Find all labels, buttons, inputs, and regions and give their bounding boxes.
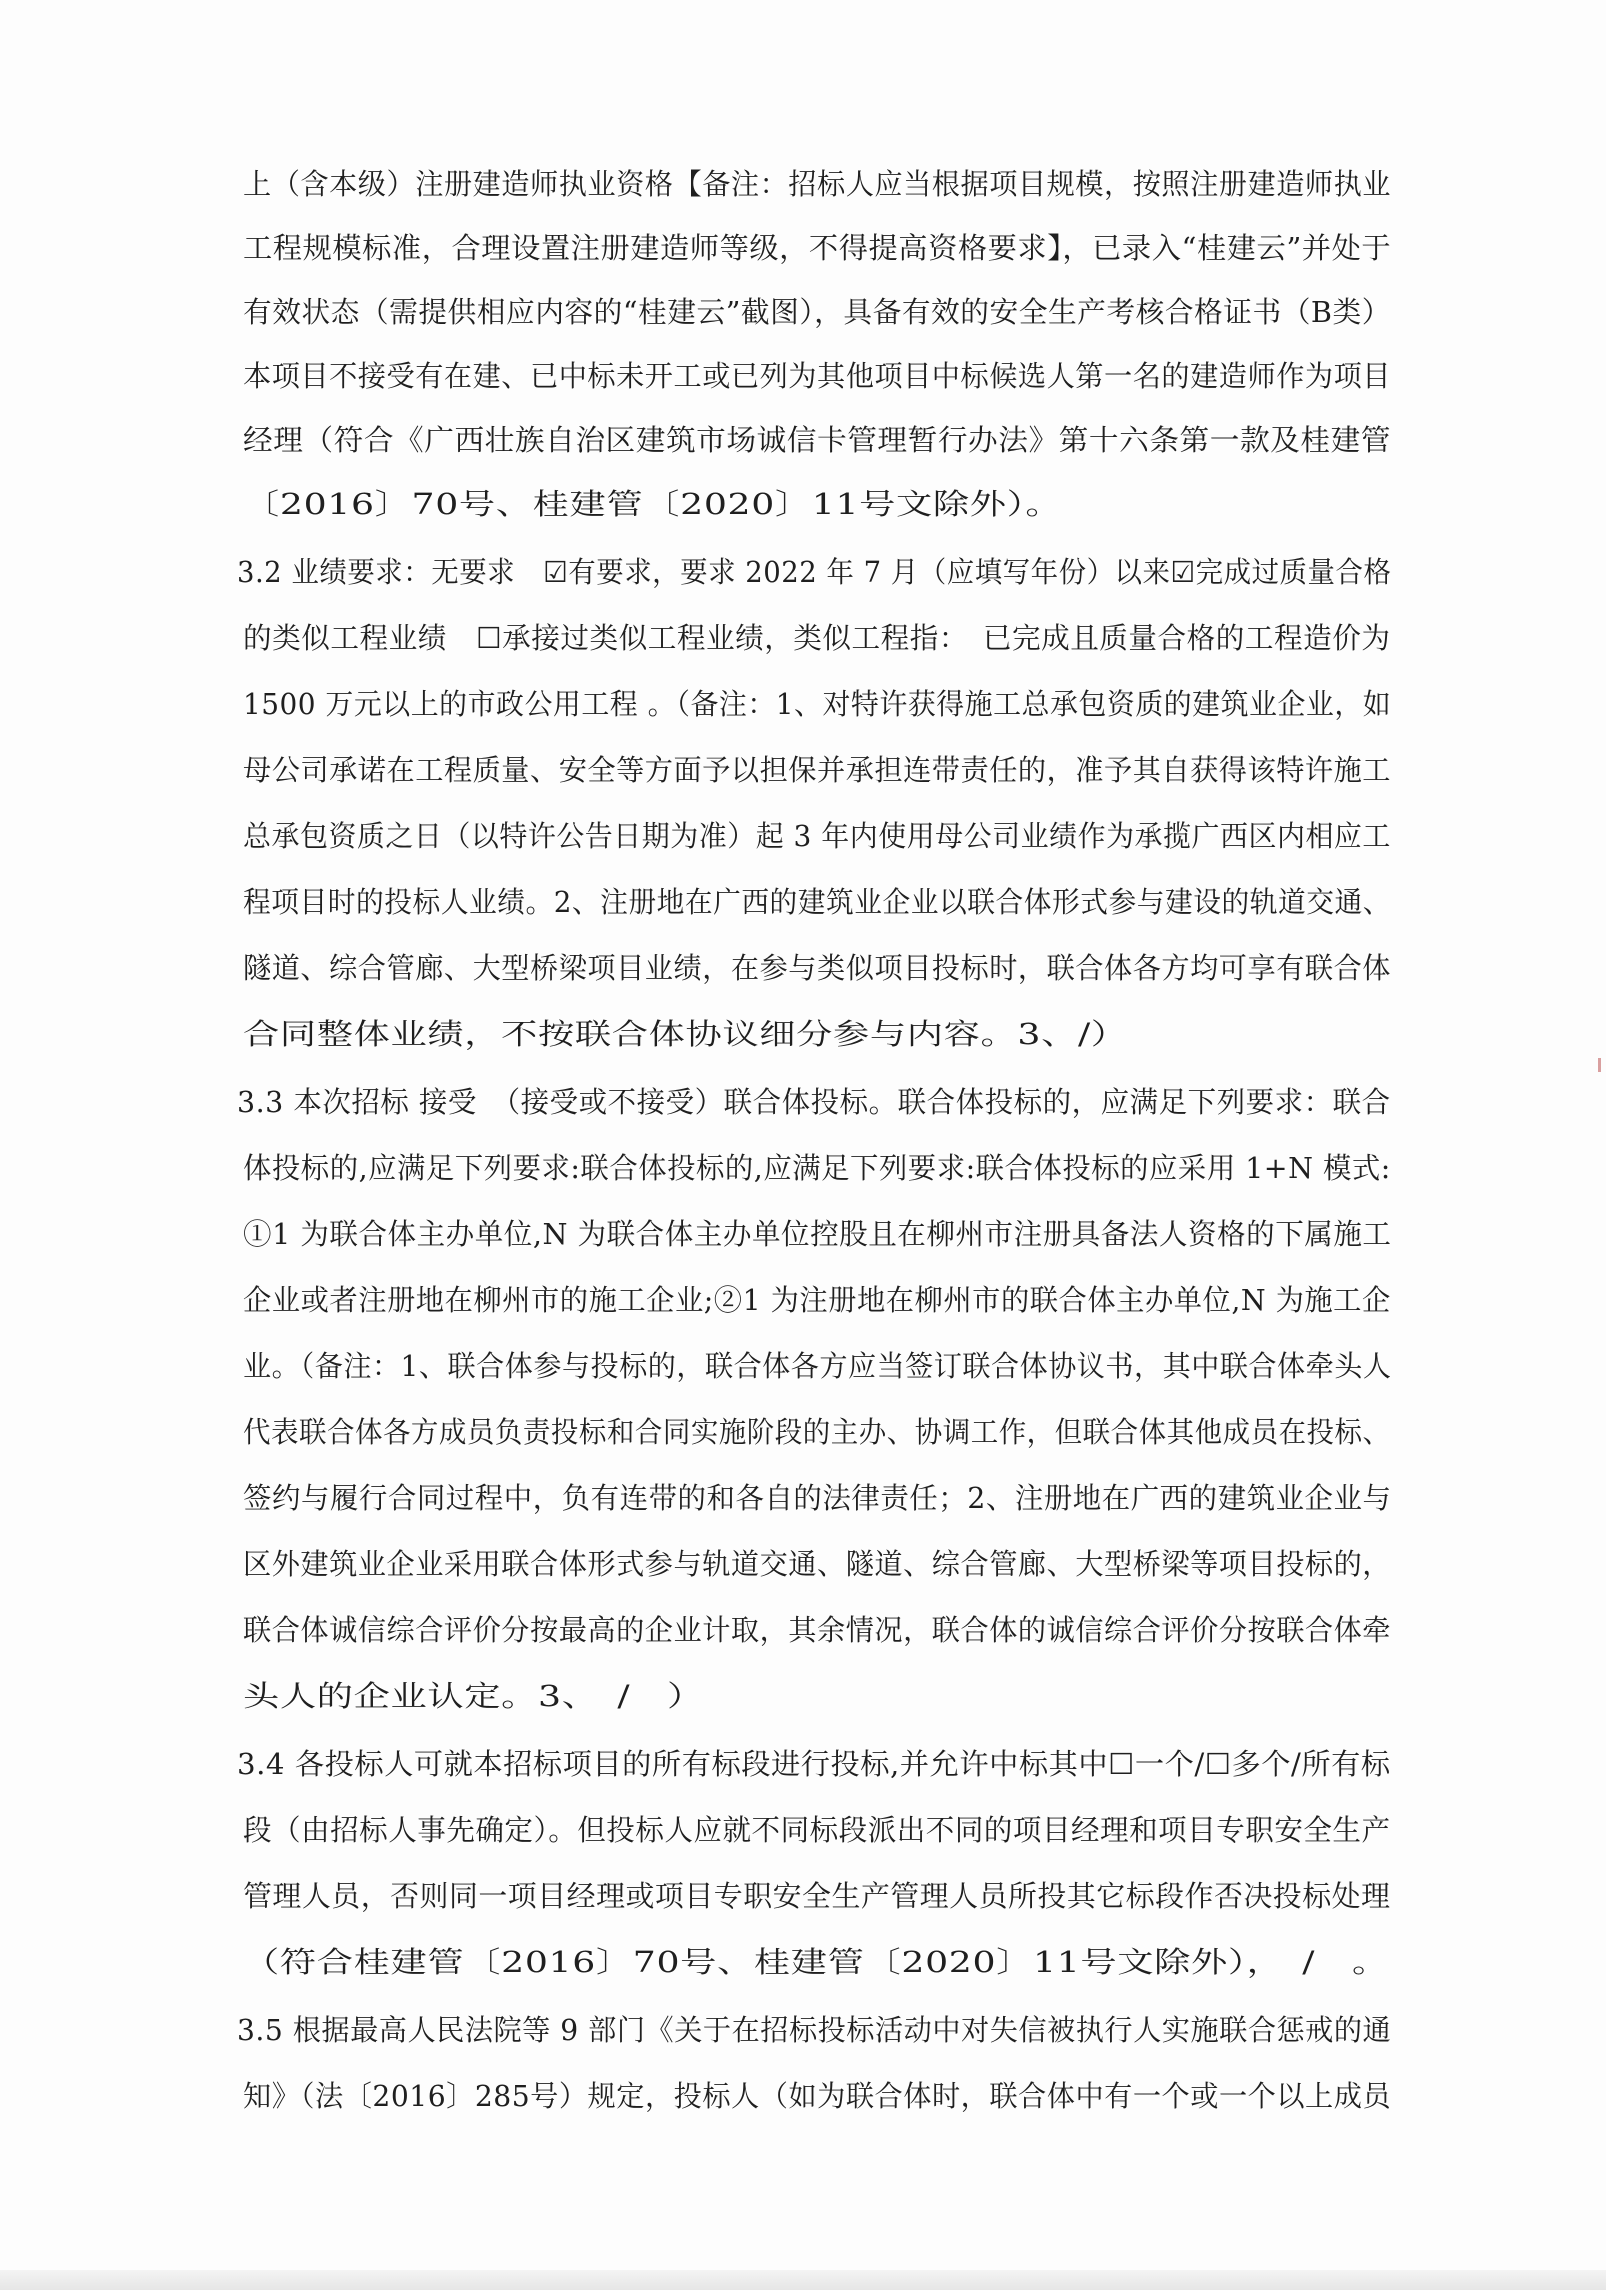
text-line: 的类似工程业绩 ☐承接过类似工程业绩，类似工程指： 已完成且质量合格的工程造价为 <box>243 621 1391 655</box>
text-line: 头人的企业认定。3、 / ） <box>243 1679 704 1713</box>
text-line: ①1 为联合体主办单位,N 为联合体主办单位控股且在柳州市注册具备法人资格的下属施工 <box>243 1217 1392 1251</box>
text-line: 总承包资质之日（以特许公告日期为准）起 3 年内使用母公司业绩作为承揽广西区内相应工 <box>243 819 1391 853</box>
text-line: 业。（备注：1、联合体参与投标的，联合体各方应当签订联合体协议书，其中联合体牵头人 <box>243 1349 1392 1383</box>
text-line: 3.4 各投标人可就本招标项目的所有标段进行投标,并允许中标其中☐一个/☐多个/所有标 <box>237 1747 1391 1781</box>
text-line: 管理人员，否则同一项目经理或项目专职安全生产管理人员所投其它标段作否决投标处理 <box>243 1879 1391 1913</box>
text-line: 联合体诚信综合评价分按最高的企业计取，其余情况，联合体的诚信综合评价分按联合体牵 <box>243 1613 1392 1647</box>
scan-bottom-edge <box>0 2270 1606 2290</box>
text-line: 隧道、综合管廊、大型桥梁项目业绩，在参与类似项目投标时，联合体各方均可享有联合体 <box>243 951 1392 985</box>
text-line: 体投标的,应满足下列要求:联合体投标的,应满足下列要求:联合体投标的应采用 1+N 模式: <box>243 1151 1391 1185</box>
text-line: 合同整体业绩，不按联合体协议细分参与内容。3、/） <box>243 1017 1128 1051</box>
text-line: 有效状态（需提供相应内容的“桂建云”截图），具备有效的安全生产考核合格证书（B类） <box>243 295 1391 329</box>
text-line: 3.3 本次招标 接受 （接受或不接受）联合体投标。联合体投标的，应满足下列要求：联合 <box>237 1085 1391 1119</box>
text-line: 3.2 业绩要求：无要求 ☑有要求，要求 2022 年 7 月（应填写年份）以来☑完成过质量合格 <box>237 555 1392 589</box>
text-line: 上（含本级）注册建造师执业资格【备注：招标人应当根据项目规模，按照注册建造师执业 <box>243 167 1392 201</box>
text-line: 经理（符合《广西壮族自治区建筑市场诚信卡管理暂行办法》第十六条第一款及桂建管 <box>243 423 1392 457</box>
text-line: 程项目时的投标人业绩。2、注册地在广西的建筑业企业以联合体形式参与建设的轨道交通、 <box>243 885 1391 919</box>
text-line: 工程规模标准，合理设置注册建造师等级，不得提高资格要求】，已录入“桂建云”并处于 <box>243 231 1392 265</box>
text-line: 企业或者注册地在柳州市的施工企业;②1 为注册地在柳州市的联合体主办单位,N 为施工企 <box>243 1283 1391 1317</box>
text-line: 代表联合体各方成员负责投标和合同实施阶段的主办、协调工作，但联合体其他成员在投标、 <box>243 1415 1391 1449</box>
text-line: 〔2016〕70号、桂建管〔2020〕11号文除外）。 <box>243 487 1063 521</box>
text-line: 3.5 根据最高人民法院等 9 部门《关于在招标投标活动中对失信被执行人实施联合惩戒的通 <box>237 2013 1392 2047</box>
text-line: 区外建筑业企业采用联合体形式参与轨道交通、隧道、综合管廊、大型桥梁等项目投标的， <box>243 1547 1392 1581</box>
text-line: 母公司承诺在工程质量、安全等方面予以担保并承担连带责任的，准予其自获得该特许施工 <box>243 753 1392 787</box>
edge-mark <box>1598 1058 1601 1072</box>
text-line: 1500 万元以上的市政公用工程 。（备注：1、对特许获得施工总承包资质的建筑业企业，如 <box>243 687 1392 721</box>
text-line: 知》（法〔2016〕285号）规定，投标人（如为联合体时，联合体中有一个或一个以上成员 <box>243 2079 1392 2113</box>
text-line: （符合桂建管〔2016〕70号、桂建管〔2020〕11号文除外）， / 。 <box>243 1945 1389 1979</box>
text-line: 本项目不接受有在建、已中标未开工或已列为其他项目中标候选人第一名的建造师作为项目 <box>243 359 1392 393</box>
text-line: 段（由招标人事先确定）。但投标人应就不同标段派出不同的项目经理和项目专职安全生产 <box>243 1813 1391 1847</box>
text-line: 签约与履行合同过程中，负有连带的和各自的法律责任；2、注册地在广西的建筑业企业与 <box>243 1481 1392 1515</box>
